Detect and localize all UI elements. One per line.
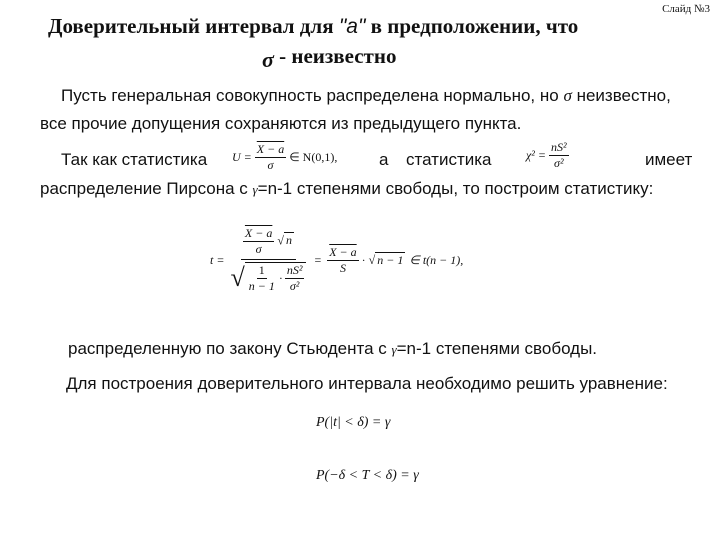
formula-chi-num: nS²: [550, 140, 567, 154]
formula-chi-lhs: χ² =: [526, 148, 546, 162]
formula-t-frac2-den: S: [339, 260, 346, 275]
formula-t-main-fraction: [228, 226, 308, 294]
formula-u-rhs: ∈ N(0,1),: [289, 150, 338, 164]
formula-t-frac2: [327, 245, 358, 276]
formula-t-sqrt2: n − 1: [377, 253, 404, 267]
formula-t-den-radicand: [245, 262, 307, 294]
title-text-c: - неизвестно: [279, 44, 397, 68]
formula-t-denominator: [228, 260, 308, 294]
formula-t-frac2-num: X − a: [329, 244, 357, 259]
formula-u-den: σ: [267, 158, 274, 172]
p2-gamma: γ: [252, 182, 258, 197]
formula-chi-fraction: [549, 140, 569, 171]
p2-line2-b: =n-1 степенями свободы, то построим статистику:: [257, 179, 654, 198]
formula-u-num: X − a: [256, 142, 285, 156]
p1-text-b: неизвестно,: [576, 86, 671, 105]
paragraph-4: Для построения доверительного интервала необходимо решить уравнение:: [66, 374, 668, 393]
paragraph-3: [68, 339, 597, 359]
paragraph-2-b: а: [379, 150, 389, 169]
p1-text-a: Пусть генеральная совокупность распределена нормально, но: [61, 86, 559, 105]
paragraph-1-line-1: [61, 86, 671, 106]
formula-t-sqrt-sign: √: [277, 233, 284, 248]
formula-t-num-den: σ: [255, 242, 262, 256]
formula-chi: [526, 140, 569, 171]
title-text-b: в предположении, что: [370, 14, 579, 38]
formula-t-den-dot: ·: [278, 271, 283, 285]
formula-t-lhs: t =: [210, 252, 225, 267]
formula-t-rhs: ∈ t(n − 1),: [409, 252, 464, 267]
title-text-a: Доверительный интервал для: [48, 14, 334, 38]
formula-t-inner-frac: [243, 226, 274, 257]
formula-t-den-frac1: [247, 263, 277, 294]
title-sigma: σ: [262, 47, 274, 72]
formula-t-den-nminus1: n − 1: [248, 279, 275, 293]
formula-t-den-one: 1: [258, 263, 265, 277]
formula-u: [232, 142, 337, 173]
paragraph-2-a: Так как статистика: [61, 150, 208, 169]
formula-t-numerator: [241, 226, 296, 260]
p3-gamma: γ: [391, 342, 397, 357]
slide-title-line2: [262, 44, 396, 73]
formula-t-sqrt2-sign: √: [368, 252, 376, 267]
paragraph-2-d: имеет: [645, 150, 693, 169]
formula-chi-den: σ²: [554, 156, 564, 170]
formula-t-mult: ·: [361, 252, 366, 267]
formula-t-eq: =: [314, 252, 322, 267]
slide-title: [48, 14, 578, 39]
equation-2: P(−δ < T < δ) = γ: [316, 468, 419, 483]
formula-t: [210, 226, 463, 294]
p3-text-a: распределенную по закону Стьюдента с: [68, 339, 387, 358]
paragraph-2-line-2: [40, 179, 653, 199]
slide-number: Слайд №3: [662, 3, 710, 15]
formula-u-fraction: [255, 142, 286, 173]
paragraph-1-line-2: все прочие допущения сохраняются из предыдущего пункта.: [40, 114, 522, 133]
formula-t-den-frac2: [285, 263, 305, 294]
p2-line2-a: распределение Пирсона с: [40, 179, 248, 198]
equation-1: P(|t| < δ) = γ: [316, 415, 391, 430]
formula-t-num-a: X − a: [244, 226, 273, 240]
paragraph-2-c: статистика: [406, 150, 492, 169]
formula-t-den-sigma2: σ²: [289, 279, 300, 293]
formula-t-den-sqrt-sign: √: [230, 263, 245, 292]
p3-text-b: =n-1 степенями свободы.: [396, 339, 598, 358]
formula-t-den-ns2: nS²: [286, 263, 303, 277]
p1-sigma: σ: [563, 86, 572, 105]
formula-t-num-sqrt: n: [285, 233, 292, 248]
formula-u-lhs: U =: [232, 150, 252, 164]
title-param: "a": [338, 15, 366, 38]
